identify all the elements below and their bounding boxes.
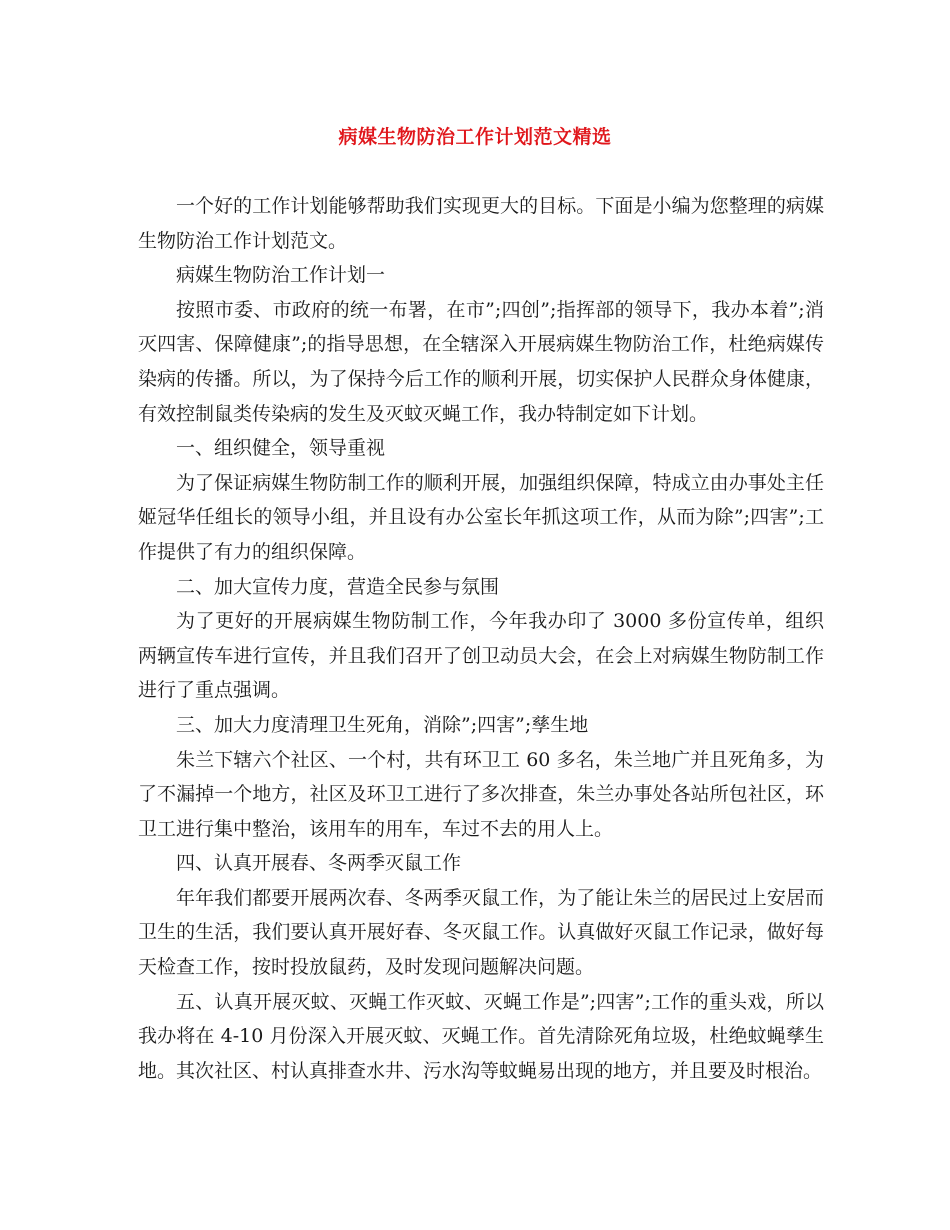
- body-paragraph: 年年我们都要开展两次春、冬两季灭鼠工作，为了能让朱兰的居民过上安居而卫生的生活，我们要认真开展好春、冬灭鼠工作。认真做好灭鼠工作记录，做好每天检查工作，按时投放鼠药，及时发现问题解决问题。: [138, 886, 824, 979]
- section-heading-4: 四、认真开展春、冬两季灭鼠工作: [176, 852, 462, 875]
- body-paragraph: 为了保证病媒生物防制工作的顺利开展，加强组织保障，特成立由办事处主任姬冠华任组长的领导小组，并且设有办公室长年抓这项工作，从而为除”;四害”;工作提供了有力的组织保障。: [138, 471, 824, 563]
- document-title: 病媒生物防治工作计划范文精选: [338, 126, 612, 148]
- body-paragraph: 朱兰下辖六个社区、一个村，共有环卫工 60 多名，朱兰地广并且死角多，为了不漏掉一个地方，社区及环卫工进行了多次排查，朱兰办事处各站所包社区，环卫工进行集中整治，该用车的用车，车过不去的用人上。: [138, 748, 824, 840]
- section-heading-2: 二、加大宣传力度，营造全民参与氛围: [176, 575, 500, 598]
- body-paragraph: 按照市委、市政府的统一布署，在市”;四创”;指挥部的领导下，我办本着”;消灭四害、保障健康”;的指导思想，在全辖深入开展病媒生物防治工作，杜绝病媒传染病的传播。所以，为了保持今后工作的顺利开展，切实保护人民群众身体健康，有效控制鼠类传染病的发生及灭蚊灭蝇工作，我办特制定如下计划。: [138, 298, 824, 425]
- section-5-paragraph: 五、认真开展灭蚊、灭蝇工作灭蚊、灭蝇工作是”;四害”;工作的重头戏，所以我办将在 4-10 月份深入开展灭蚊、灭蝇工作。首先清除死角垃圾，杜绝蚊蝇孳生地。其次社区、村认真排查水井、污水沟等蚊蝇易出现的地方，并且要及时根治。: [138, 990, 824, 1082]
- section-heading-3: 三、加大力度清理卫生死角，消除”;四害”;孳生地: [176, 713, 589, 736]
- intro-paragraph: 一个好的工作计划能够帮助我们实现更大的目标。下面是小编为您整理的病媒生物防治工作计划范文。: [138, 195, 824, 252]
- body-paragraph: 为了更好的开展病媒生物防制工作，今年我办印了 3000 多份宣传单，组织两辆宣传车进行宣传，并且我们召开了创卫动员大会，在会上对病媒生物防制工作进行了重点强调。: [138, 610, 824, 702]
- section-heading-1: 一、组织健全，领导重视: [176, 437, 386, 460]
- document-body: [138, 189, 824, 1088]
- plan-heading: 病媒生物防治工作计划一: [176, 264, 386, 287]
